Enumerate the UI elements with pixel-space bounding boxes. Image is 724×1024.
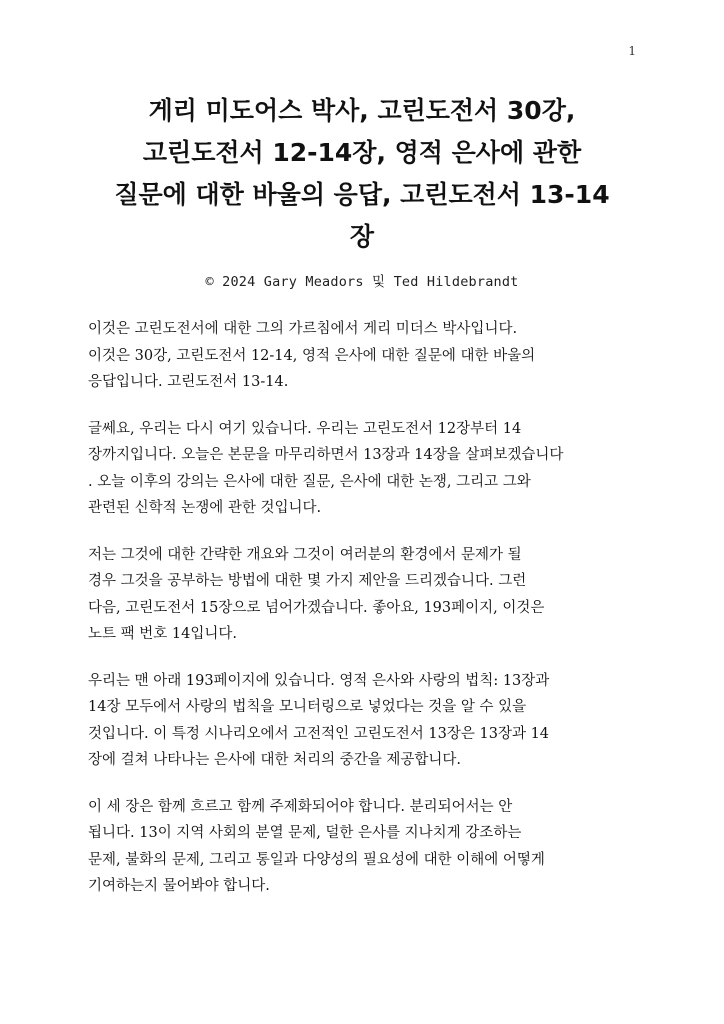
title-line: 게리 미도어스 박사, 고린도전서 30강, (148, 96, 576, 125)
text-line: 우리는 맨 아래 193페이지에 있습니다. 영적 은사와 사랑의 법칙: 13장과 (88, 672, 550, 689)
text-line: 장까지입니다. 오늘은 본문을 마무리하면서 13장과 14장을 살펴보겠습니다 (88, 447, 564, 463)
copyright-notice: © 2024 Gary Meadors 및 Ted Hildebrandt (205, 274, 519, 290)
text-line: 14장 모두에서 사랑의 법칙을 모니터링으로 넣었다는 것을 알 수 있을 (88, 699, 527, 715)
text-line: 다음, 고린도전서 15장으로 넘어가겠습니다. 좋아요, 193페이지, 이것은 (88, 599, 545, 616)
text-line: 것입니다. 이 특정 시나리오에서 고전적인 고린도전서 13장은 13장과 14 (88, 725, 550, 742)
text-line: 저는 그것에 대한 간략한 개요와 그것이 여러분의 환경에서 문제가 될 (88, 546, 522, 563)
text-line: 노트 팩 번호 14입니다. (88, 626, 237, 642)
paragraph (88, 542, 648, 648)
text-line: 응답입니다. 고린도전서 13-14. (88, 374, 289, 390)
paragraph (88, 416, 648, 522)
text-line: 글쎄요, 우리는 다시 여기 있습니다. 우리는 고린도전서 12장부터 14 (88, 420, 522, 437)
text-line: 기여하는지 물어봐야 합니다. (88, 878, 270, 894)
page-number: 1 (628, 44, 636, 58)
text-line: 이것은 고린도전서에 대한 그의 가르침에서 게리 미더스 박사입니다. (88, 321, 518, 337)
text-line: 관련된 신학적 논쟁에 관한 것입니다. (88, 500, 322, 516)
text-line: 이것은 30강, 고린도전서 12-14, 영적 은사에 대한 질문에 대한 바울의 (88, 347, 536, 364)
text-line: 문제, 불화의 문제, 그리고 통일과 다양성의 필요성에 대한 이해에 어떻게 (88, 851, 545, 868)
title-line: 장 (349, 222, 375, 251)
title-line: 질문에 대한 바울의 응답, 고린도전서 13-14 (114, 180, 610, 209)
paragraph (88, 794, 648, 900)
text-line: 장에 걸쳐 나타나는 은사에 대한 처리의 중간을 제공합니다. (88, 752, 462, 768)
paragraph (88, 668, 648, 774)
paragraph (88, 316, 648, 396)
body-text (88, 316, 648, 920)
text-line: 이 세 장은 함께 흐르고 함께 주제화되어야 합니다. 분리되어서는 안 (88, 798, 513, 815)
document-title (80, 90, 644, 258)
text-line: . 오늘 이후의 강의는 은사에 대한 질문, 은사에 대한 논쟁, 그리고 그와 (88, 473, 531, 490)
text-line: 됩니다. 13이 지역 사회의 분열 문제, 덜한 은사를 지나치게 강조하는 (88, 825, 522, 841)
title-line: 고린도전서 12-14장, 영적 은사에 관한 (142, 138, 582, 167)
text-line: 경우 그것을 공부하는 방법에 대한 몇 가지 제안을 드리겠습니다. 그런 (88, 573, 527, 589)
